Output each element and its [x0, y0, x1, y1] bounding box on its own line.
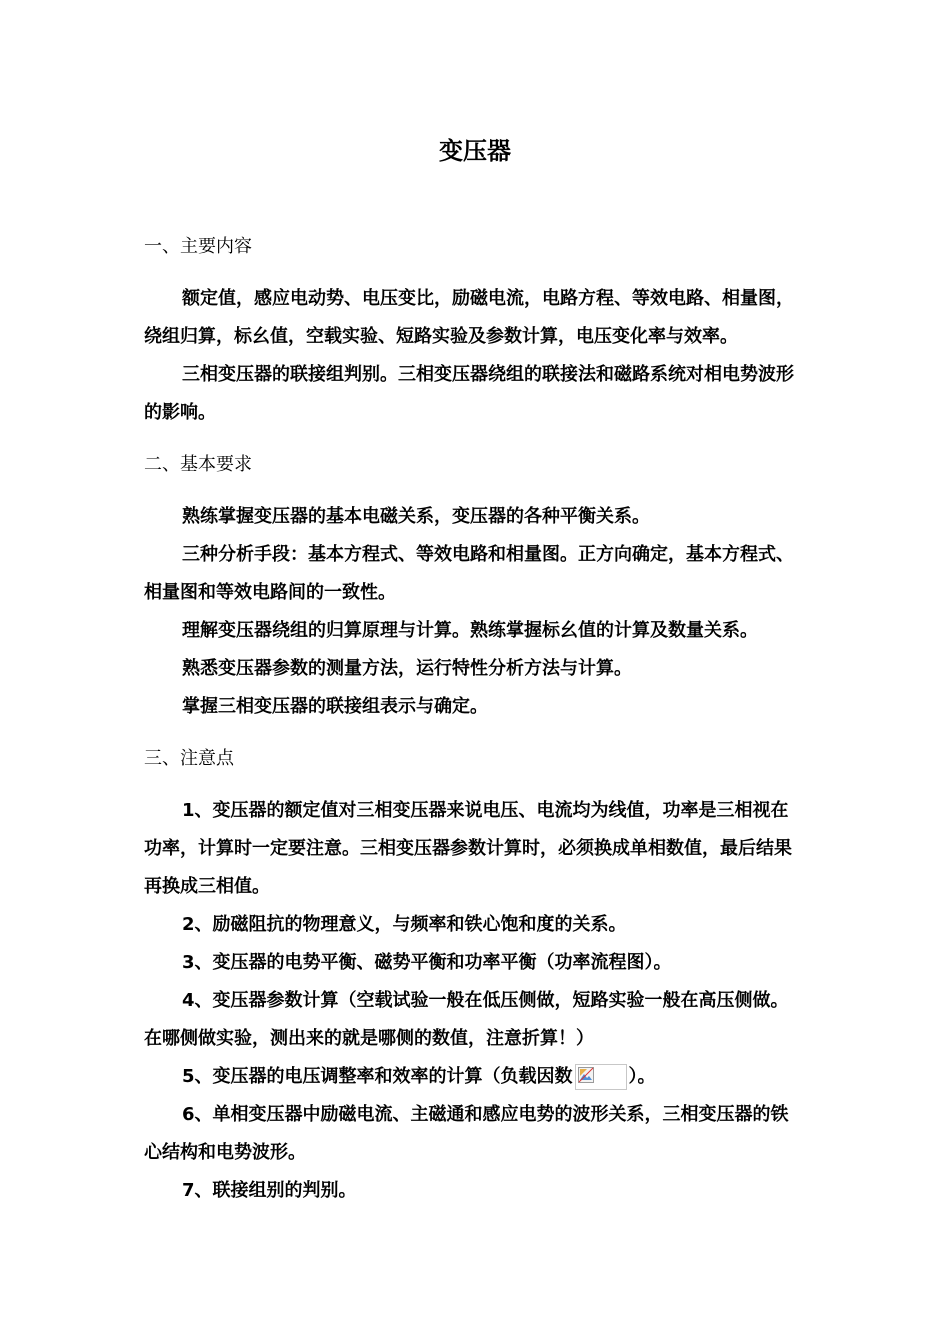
paragraph: 额定值，感应电动势、电压变比，励磁电流，电路方程、等效电路、相量图，绕组归算，标幺值，空载实验、短路实验及参数计算，电压变化率与效率。: [144, 288, 794, 347]
section-basic-requirements: [144, 450, 806, 726]
paragraph: 熟悉变压器参数的测量方法，运行特性分析方法与计算。: [182, 658, 632, 679]
paragraph: 4、变压器参数计算（空载试验一般在低压侧做，短路实验一般在高压侧做。在哪侧做实验，测出来的就是哪侧的数值，注意折算！）: [144, 990, 789, 1049]
section-main-content: [144, 232, 806, 432]
section-notes: [144, 744, 806, 1210]
paragraph: 2、励磁阻抗的物理意义，与频率和铁心饱和度的关系。: [182, 914, 627, 935]
paragraph: 1、变压器的额定值对三相变压器来说电压、电流均为线值，功率是三相视在功率，计算时一定要注意。三相变压器参数计算时，必须换成单相数值，最后结果再换成三相值。: [144, 800, 792, 897]
paragraph: 三种分析手段：基本方程式、等效电路和相量图。正方向确定，基本方程式、相量图和等效电路间的一致性。: [144, 544, 794, 603]
formula-image-placeholder: [575, 1064, 627, 1090]
paragraph: 熟练掌握变压器的基本电磁关系，变压器的各种平衡关系。: [182, 506, 650, 527]
paragraph: 7、联接组别的判别。: [182, 1180, 357, 1201]
paragraph: 3、变压器的电势平衡、磁势平衡和功率平衡（功率流程图）。: [182, 952, 672, 973]
paragraph: 三相变压器的联接组判别。三相变压器绕组的联接法和磁路系统对相电势波形的影响。: [144, 364, 794, 423]
paragraph: 理解变压器绕组的归算原理与计算。熟练掌握标幺值的计算及数量关系。: [182, 620, 758, 641]
paragraph-item-5: [144, 1058, 806, 1096]
broken-image-icon: [578, 1067, 594, 1083]
page-title: 变压器: [439, 137, 511, 165]
item-5-text: 5、变压器的电压调整率和效率的计算（负载因数: [182, 1066, 573, 1087]
paragraph: 掌握三相变压器的联接组表示与确定。: [182, 696, 488, 717]
document-body: [144, 232, 806, 1228]
item-5-text-end: ）。: [628, 1066, 656, 1087]
section-heading: 一、主要内容: [144, 236, 252, 257]
section-heading: 二、基本要求: [144, 454, 252, 475]
paragraph: 6、单相变压器中励磁电流、主磁通和感应电势的波形关系，三相变压器的铁心结构和电势波形。: [144, 1104, 789, 1163]
section-heading: 三、注意点: [144, 748, 234, 769]
